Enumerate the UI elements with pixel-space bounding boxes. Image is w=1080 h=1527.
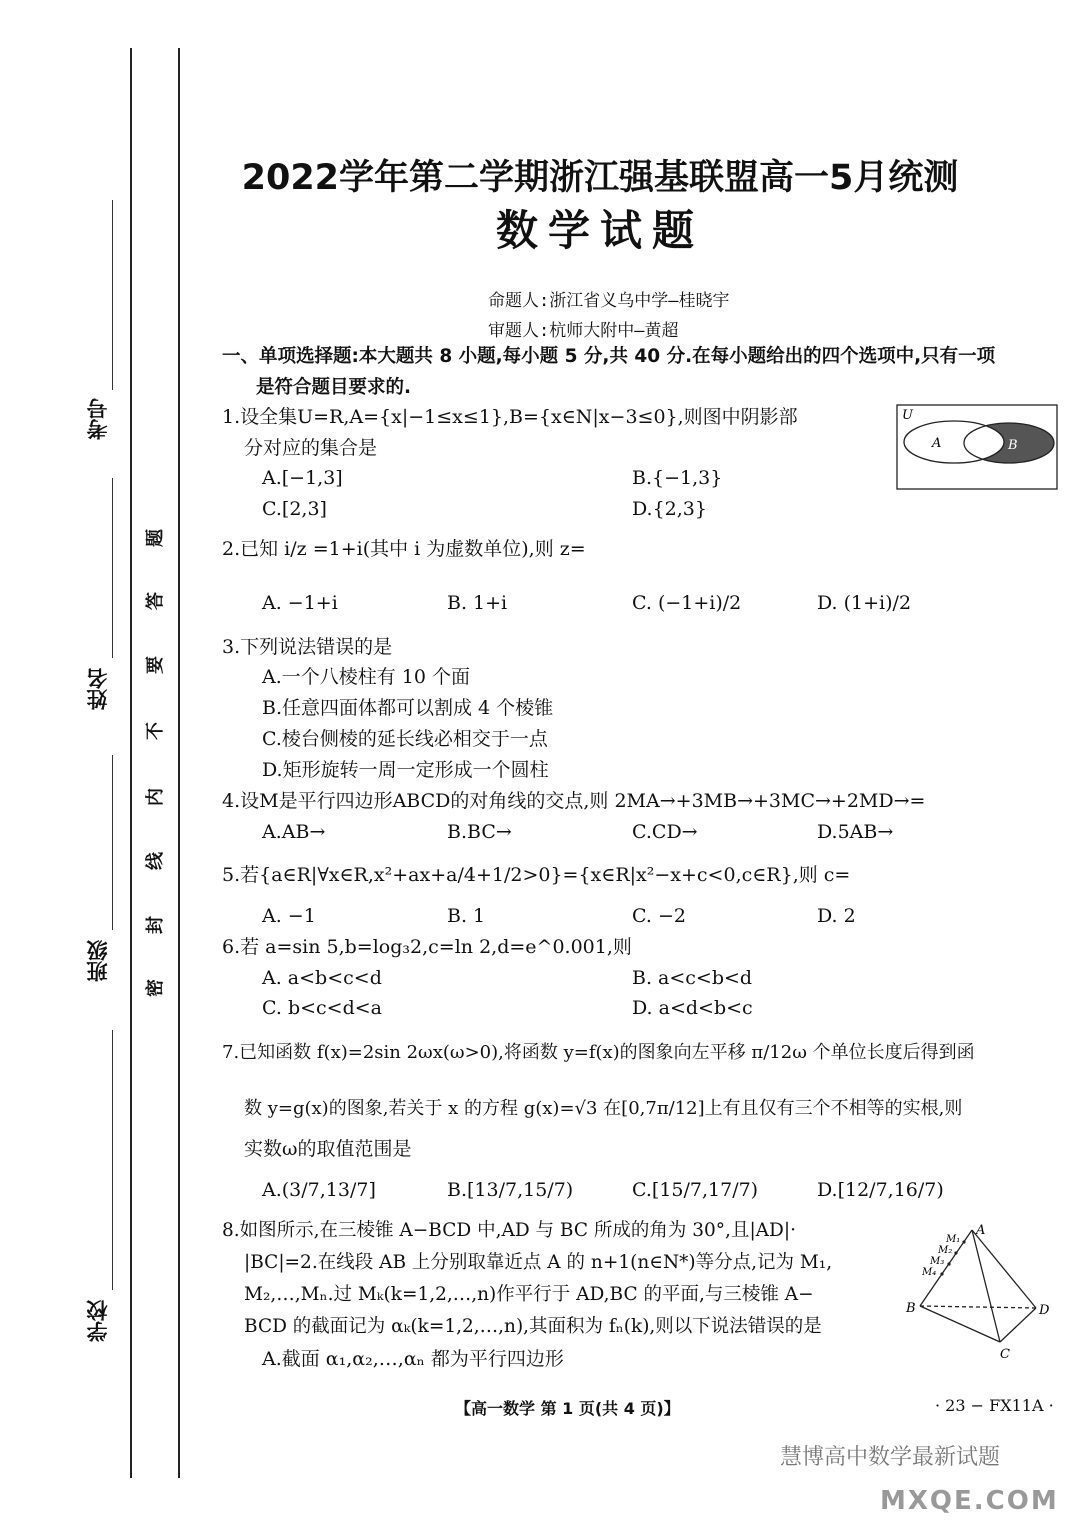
q1-stem: 1.设全集U=R,A={x|−1≤x≤1},B={x∈N|x−3≤0},则图中阴影部 <box>222 406 798 428</box>
section-heading: 一、单项选择题:本大题共 8 小题,每小题 5 分,共 40 分.在每小题给出的四个选项中,只有一项 <box>222 346 996 367</box>
seal-char-4: 不 <box>145 722 166 740</box>
name-underline <box>112 478 113 658</box>
q7-option-c: C.[15/7,17/7) <box>632 1179 759 1201</box>
q3-option-d: D.矩形旋转一周一定形成一个圆柱 <box>262 759 549 781</box>
q7-stem-cont2: 实数ω的取值范围是 <box>244 1138 412 1160</box>
q2-option-b: B. 1+i <box>447 592 508 614</box>
q7-option-d: D.[12/7,16/7) <box>817 1179 944 1201</box>
margin-line-right <box>178 48 180 1478</box>
q6-option-c: C. b<c<d<a <box>262 997 382 1019</box>
q4-option-b: B.BC→ <box>447 821 512 843</box>
q6-option-b: B. a<c<b<d <box>632 967 753 989</box>
venn-diagram <box>896 404 1058 490</box>
venn-label-a: A <box>932 436 942 451</box>
q1-option-b: B.{−1,3} <box>632 467 723 489</box>
class-underline <box>112 755 113 930</box>
q8-option-a: A.截面 α₁,α₂,…,αₙ 都为平行四边形 <box>262 1348 564 1370</box>
fig-label-b: B <box>906 1301 916 1316</box>
q8-stem-cont2: M₂,…,Mₙ.过 Mₖ(k=1,2,…,n)作平行于 AD,BC 的平面,与三棱锥 A− <box>244 1284 814 1305</box>
section-heading-cont: 是符合题目要求的. <box>256 377 412 398</box>
paper-code: · 23 − FX11A · <box>935 1396 1054 1415</box>
q8-stem: 8.如图所示,在三棱锥 A−BCD 中,AD 与 BC 所成的角为 30°,且|AD|· <box>222 1220 796 1241</box>
class-label: 班级 <box>86 940 110 982</box>
school-label: 学校 <box>86 1300 110 1342</box>
seal-char-6: 线 <box>145 852 166 870</box>
q5-option-b: B. 1 <box>447 905 486 927</box>
q2-option-a: A. −1+i <box>262 592 338 614</box>
fig-label-d: D <box>1039 1303 1050 1318</box>
q7-option-b: B.[13/7,15/7) <box>447 1179 574 1201</box>
q7-option-a: A.(3/7,13/7] <box>262 1179 376 1201</box>
q4-option-d: D.5AB→ <box>817 821 894 843</box>
q1-option-d: D.{2,3} <box>632 498 707 520</box>
q2-option-c: C. (−1+i)/2 <box>632 592 742 614</box>
q6-option-a: A. a<b<c<d <box>262 967 382 989</box>
seal-char-2: 答 <box>145 592 166 610</box>
q5-option-a: A. −1 <box>262 905 316 927</box>
subject-title: 数学试题 <box>495 206 704 255</box>
q4-option-a: A.AB→ <box>262 821 326 843</box>
fig-label-m3: M₃ <box>930 1256 945 1267</box>
q6-stem: 6.若 a=sin 5,b=log₃2,c=ln 2,d=e^0.001,则 <box>222 936 632 958</box>
q6-option-d: D. a<d<b<c <box>632 997 753 1019</box>
fig-label-m4: M₄ <box>922 1267 937 1278</box>
reviewer-line: 审题人:杭师大附中—黄超 <box>488 321 679 341</box>
exam-number-label: 考号 <box>86 398 110 440</box>
seal-char-5: 内 <box>145 788 166 806</box>
seal-char-8: 密 <box>145 979 166 997</box>
tetrahedron-figure <box>904 1222 1054 1362</box>
margin-line-left <box>130 48 132 1478</box>
q4-stem: 4.设M是平行四边形ABCD的对角线的交点,则 2MA→+3MB→+3MC→+2MD→= <box>222 790 926 812</box>
fig-label-m2: M₂ <box>938 1245 953 1256</box>
q8-stem-cont3: BCD 的截面记为 αₖ(k=1,2,…,n),其面积为 fₙ(k),则以下说法错误的是 <box>244 1316 822 1337</box>
fig-label-c: C <box>1000 1347 1010 1362</box>
q7-stem-cont: 数 y=g(x)的图象,若关于 x 的方程 g(x)=√3 在[0,7π/12]上有且仅有三个不相等的实根,则 <box>244 1098 963 1119</box>
exam-title: 2022学年第二学期浙江强基联盟高一5月统测 <box>241 158 959 198</box>
fig-label-a: A <box>976 1223 986 1238</box>
q1-stem-cont: 分对应的集合是 <box>244 437 378 459</box>
venn-label-b: B <box>1008 438 1018 453</box>
q3-option-b: B.任意四面体都可以割成 4 个棱锥 <box>262 697 554 719</box>
seal-char-3: 要 <box>145 656 166 674</box>
seal-char-1: 题 <box>145 529 166 547</box>
page-footer: 【高一数学 第 1 页(共 4 页)】 <box>455 1399 680 1418</box>
q7-stem: 7.已知函数 f(x)=2sin 2ωx(ω>0),将函数 y=f(x)的图象向左平移 π/12ω 个单位长度后得到函 <box>222 1042 975 1063</box>
q5-stem: 5.若{a∈R|∀x∈R,x²+ax+a/4+1/2>0}={x∈R|x²−x+c<0,c∈R},则 c= <box>222 864 851 886</box>
watermark-text: 慧博高中数学最新试题 <box>780 1445 1001 1470</box>
q2-stem: 2.已知 i/z =1+i(其中 i 为虚数单位),则 z= <box>222 538 586 560</box>
name-label: 姓名 <box>86 668 110 710</box>
school-underline <box>112 1030 113 1290</box>
fig-label-m1: M₁ <box>946 1234 961 1245</box>
setter-line: 命题人:浙江省义乌中学—桂晓宇 <box>488 291 730 311</box>
watermark-site: MXQE.COM <box>880 1486 1059 1516</box>
q2-option-d: D. (1+i)/2 <box>817 592 912 614</box>
q8-stem-cont: |BC|=2.在线段 AB 上分别取靠近点 A 的 n+1(n∈N*)等分点,记为 M₁, <box>244 1252 833 1273</box>
q5-option-d: D. 2 <box>817 905 856 927</box>
venn-label-u: U <box>902 408 913 423</box>
q5-option-c: C. −2 <box>632 905 686 927</box>
q1-option-c: C.[2,3] <box>262 498 327 520</box>
q3-option-c: C.棱台侧棱的延长线必相交于一点 <box>262 728 548 750</box>
seal-char-7: 封 <box>145 916 166 934</box>
q3-stem: 3.下列说法错误的是 <box>222 636 393 658</box>
q1-option-a: A.[−1,3] <box>262 467 343 489</box>
q4-option-c: C.CD→ <box>632 821 698 843</box>
q3-option-a: A.一个八棱柱有 10 个面 <box>262 666 471 688</box>
